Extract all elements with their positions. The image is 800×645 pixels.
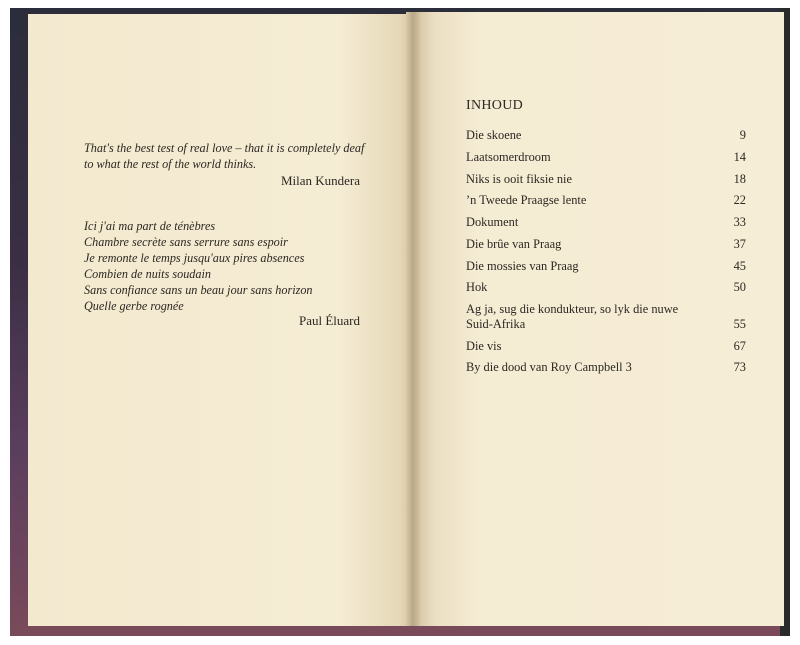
toc-entry-page: 9 — [739, 128, 746, 142]
book-gutter — [406, 12, 420, 626]
toc-entry-page: 37 — [733, 237, 746, 251]
toc-entry — [466, 302, 746, 332]
toc-entry — [466, 215, 746, 230]
toc-entry-page: 50 — [733, 280, 746, 294]
toc-entry-title: Hok — [466, 280, 488, 294]
quote-line: Sans confiance sans un beau jour sans horizon — [84, 283, 313, 297]
toc-entry-title: Die mossies van Praag — [466, 259, 579, 273]
toc-entry — [466, 237, 746, 252]
quote-line: Combien de nuits soudain — [84, 267, 211, 281]
toc-entry-title: Laatsomerdroom — [466, 150, 551, 164]
toc-entry-title: Die skoene — [466, 128, 522, 142]
epigraph-eluard — [84, 218, 313, 314]
toc-entry — [466, 150, 746, 165]
quote-line: to what the rest of the world thinks. — [84, 157, 257, 171]
toc-entry-page: 18 — [733, 172, 746, 186]
toc-entry — [466, 259, 746, 274]
epigraph-kundera — [84, 140, 364, 172]
toc-entry-title: Niks is ooit fiksie nie — [466, 172, 573, 186]
epigraph-author-eluard: Paul Éluard — [298, 313, 360, 328]
toc-entry-title: By die dood van Roy Campbell 3 — [466, 360, 632, 374]
quote-line: Chambre secrète sans serrure sans espoir — [84, 235, 288, 249]
toc-entry-page: 14 — [733, 150, 746, 164]
toc-entry — [466, 172, 746, 187]
quote-line: Ici j'ai ma part de ténèbres — [84, 219, 216, 233]
toc-entry-page: 73 — [733, 360, 746, 374]
toc-heading: INHOUD — [466, 98, 524, 113]
toc-entry — [466, 280, 746, 295]
toc-entry-page: 55 — [733, 317, 746, 331]
epigraph-author-kundera: Milan Kundera — [280, 173, 360, 188]
toc-entry — [466, 193, 746, 208]
toc-entry-title: Die vis — [466, 339, 502, 353]
quote-line: That's the best test of real love – that it is completely deaf — [84, 141, 365, 155]
toc-entry-title: Ag ja, sug die kondukteur, so lyk die nuwe Suid-Afrika — [466, 302, 679, 331]
quote-line: Je remonte le temps jusqu'aux pires absences — [84, 251, 305, 265]
toc-entry-page: 67 — [733, 339, 746, 353]
toc-entry-title: Dokument — [466, 215, 519, 229]
toc-entry-page: 45 — [733, 259, 746, 273]
quote-line: Quelle gerbe rognée — [84, 299, 184, 313]
toc-entry — [466, 128, 746, 143]
toc-entry — [466, 339, 746, 354]
toc-entry — [466, 360, 746, 375]
toc-entry-title: Die brûe van Praag — [466, 237, 562, 251]
toc-entry-page: 22 — [733, 193, 746, 207]
toc-entry-title: ’n Tweede Praagse lente — [466, 193, 587, 207]
toc-entry-page: 33 — [733, 215, 746, 229]
